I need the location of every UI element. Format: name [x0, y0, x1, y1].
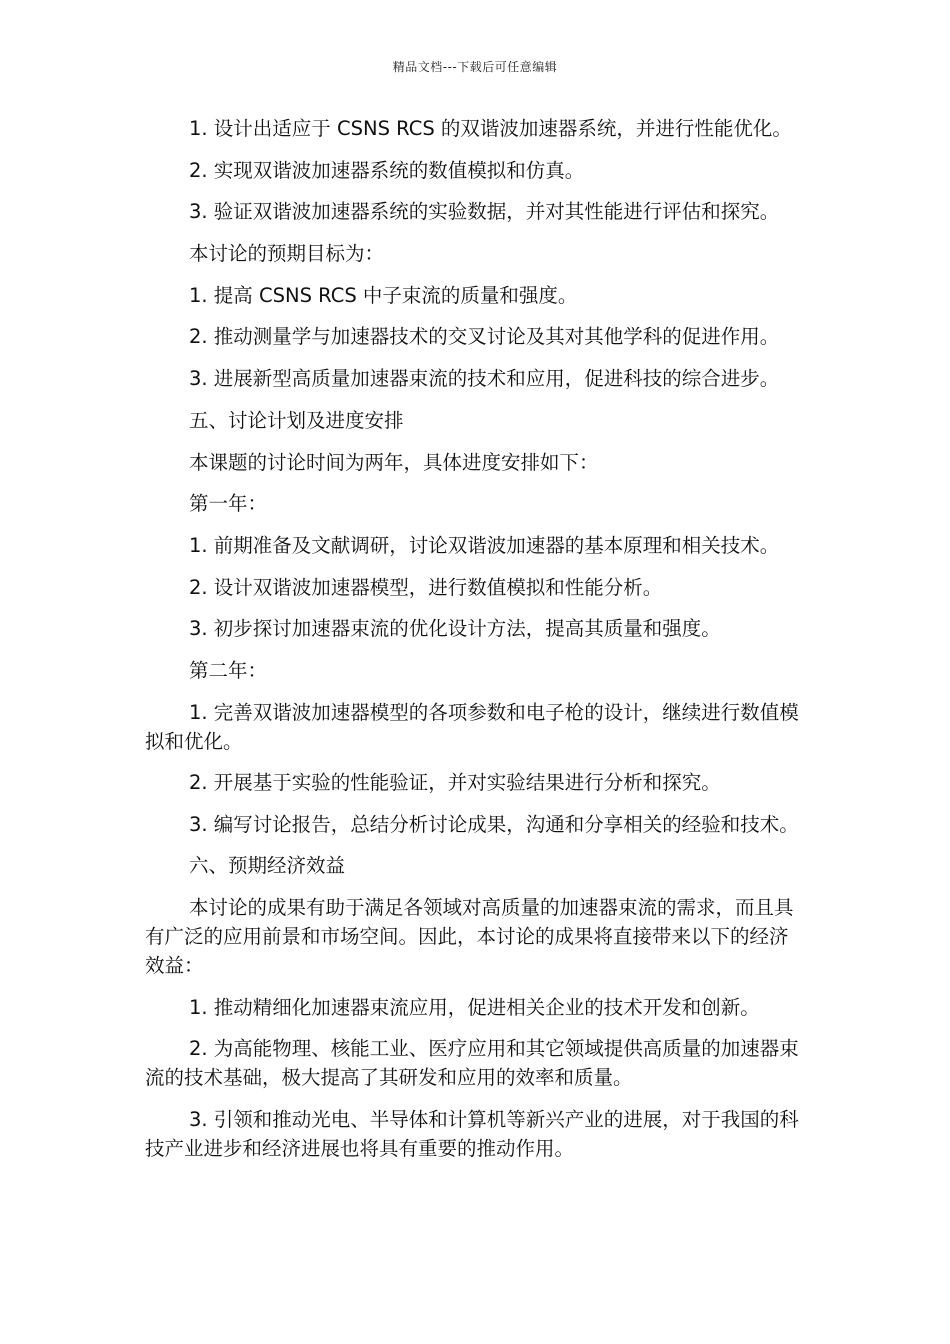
section-heading-plan: 五、讨论计划及进度安排 — [189, 408, 404, 432]
paragraph-year-two-2: 2. 开展基于实验的性能验证，并对实验结果进行分析和探究。 — [189, 771, 721, 795]
paragraph-target-2: 2. 推动测量学与加速器技术的交叉讨论及其对其他学科的促进作用。 — [189, 325, 780, 349]
section-heading-economic-benefits: 六、预期经济效益 — [189, 854, 346, 878]
paragraph-goal-3: 3. 验证双谐波加速器系统的实验数据，并对其性能进行评估和探究。 — [189, 200, 780, 224]
paragraph-plan-intro: 本课题的讨论时间为两年，具体进度安排如下： — [189, 450, 599, 474]
paragraph-year-one-2: 2. 设计双谐波加速器模型，进行数值模拟和性能分析。 — [189, 575, 663, 599]
paragraph-year-two-3: 3. 编写讨论报告，总结分析讨论成果，沟通和分享相关的经验和技术。 — [189, 812, 799, 836]
paragraph-goal-2: 2. 实现双谐波加速器系统的数值模拟和仿真。 — [189, 158, 585, 182]
paragraph-goal-1: 1. 设计出适应于 CSNS RCS 的双谐波加速器系统，并进行性能优化。 — [189, 117, 792, 140]
paragraph-expected-targets-intro: 本讨论的预期目标为： — [189, 242, 385, 266]
paragraph-economic-intro: 本讨论的成果有助于满足各领域对高质量的加速器束流的需求，而且具有广泛的应用前景和市场空间。因此，本讨论的成果将直接带来以下的经济效益： — [145, 896, 794, 977]
paragraph-benefit-3: 3. 引领和推动光电、半导体和计算机等新兴产业的进展，对于我国的科技产业进步和经济进展也将具有重要的推动作用。 — [145, 1107, 799, 1160]
paragraph-year-one-3: 3. 初步探讨加速器束流的优化设计方法，提高其质量和强度。 — [189, 617, 721, 641]
paragraph-year-two-1: 1. 完善双谐波加速器模型的各项参数和电子枪的设计，继续进行数值模拟和优化。 — [145, 700, 799, 753]
document-body — [145, 114, 805, 1163]
page-header: 精品文档---下载后可任意编辑 — [392, 60, 558, 74]
paragraph-benefit-1: 1. 推动精细化加速器束流应用，促进相关企业的技术开发和创新。 — [189, 995, 760, 1019]
paragraph-target-1: 1. 提高 CSNS RCS 中子束流的质量和强度。 — [189, 283, 578, 307]
paragraph-benefit-2: 2. 为高能物理、核能工业、医疗应用和其它领域提供高质量的加速器束流的技术基础，极大提高了其研发和应用的效率和质量。 — [145, 1037, 799, 1090]
subheading-year-one: 第一年： — [189, 492, 268, 516]
subheading-year-two: 第二年： — [189, 658, 268, 682]
paragraph-year-one-1: 1. 前期准备及文献调研，讨论双谐波加速器的基本原理和相关技术。 — [189, 533, 780, 557]
paragraph-target-3: 3. 进展新型高质量加速器束流的技术和应用，促进科技的综合进步。 — [189, 367, 780, 391]
